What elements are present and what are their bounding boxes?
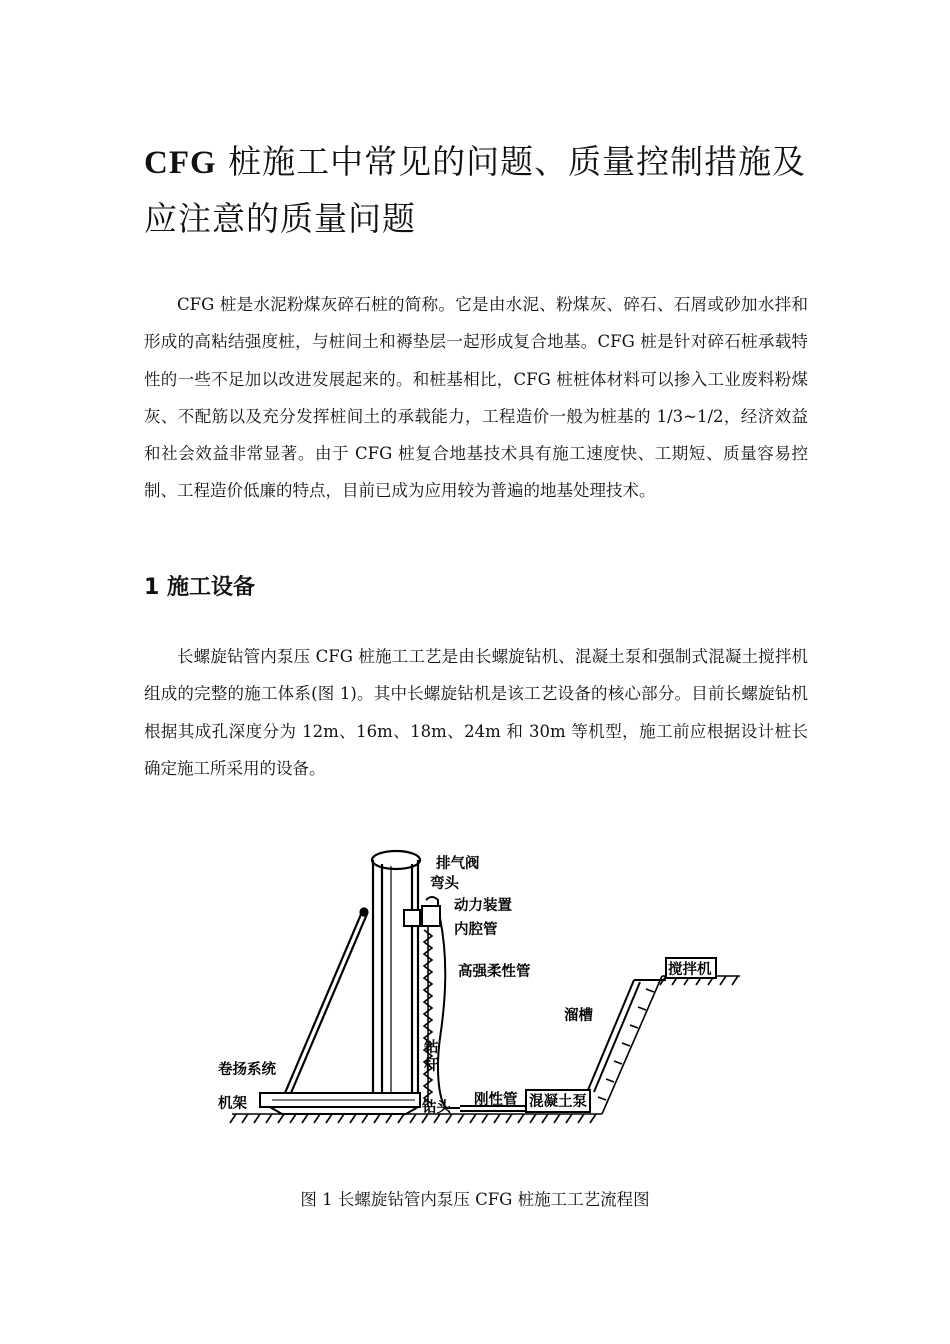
equipment-diagram xyxy=(210,838,750,1148)
drill-mast xyxy=(282,851,420,1106)
auger-drill-rod xyxy=(424,926,432,1106)
intro-paragraph: CFG 桩是水泥粉煤灰碎石桩的简称。它是由水泥、粉煤灰、碎石、石屑或砂加水拌和形成的高粘结强度桩，与桩间土和褥垫层一起形成复合地基。CFG 桩是针对碎石桩承载特性的一些不足加以改进发展起来的。和桩基相比，CFG 桩桩体材料可以掺入工业废料粉煤灰、不配筋以及充分发挥桩间土的承载能力，工程造价一般为桩基的 1/3~1/2，经济效益和社会效益非常显著。由于 CFG 桩复合地基技术具有施工速度快、工期短、质量容易控制、工程造价低廉的特点，目前已成为应用较为普遍的地基处理技术。 xyxy=(144,295,808,501)
equipment-paragraph: 长螺旋钻管内泵压 CFG 桩施工工艺是由长螺旋钻机、混凝土泵和强制式混凝土搅拌机组成的完整的施工体系(图 1)。其中长螺旋钻机是该工艺设备的核心部分。目前长螺旋钻机根据其成孔深度分为 12m、16m、18m、24m 和 30m 等机型，施工前应根据设计桩长确定施工所采用的设备。 xyxy=(144,647,809,778)
label-drill-bit: 钻头 xyxy=(422,1100,451,1116)
label-winch: 卷扬系统 xyxy=(218,1062,276,1078)
label-flexible-hose: 高强柔性管 xyxy=(458,964,531,980)
flexible-hose xyxy=(438,918,460,1108)
label-power-unit: 动力装置 xyxy=(454,898,512,914)
label-chute: 溜槽 xyxy=(564,1008,593,1024)
title-chinese-part: 桩施工中常见的问题、质量控制措施及应注意的质量问题 xyxy=(144,142,807,238)
rig-base xyxy=(260,1093,420,1114)
label-concrete-pump: 混凝土泵 xyxy=(529,1094,587,1110)
label-mixer: 搅拌机 xyxy=(668,962,712,978)
label-elbow: 弯头 xyxy=(430,876,459,892)
chute xyxy=(588,980,666,1092)
label-drill-rod-1: 钻 xyxy=(424,1040,439,1056)
label-inner-pipe: 内腔管 xyxy=(454,922,498,938)
label-frame: 机架 xyxy=(218,1096,247,1112)
label-drill-rod-2: 杆 xyxy=(424,1058,439,1074)
power-unit xyxy=(404,897,440,926)
section-heading: 1 施工设备 xyxy=(144,575,255,600)
label-exhaust-valve: 排气阀 xyxy=(436,856,480,872)
document-title xyxy=(144,134,824,247)
title-latin-part: CFG xyxy=(144,145,217,181)
label-rigid-pipe: 刚性管 xyxy=(474,1092,518,1108)
figure-caption: 图 1 长螺旋钻管内泵压 CFG 桩施工工艺流程图 xyxy=(300,1190,650,1209)
